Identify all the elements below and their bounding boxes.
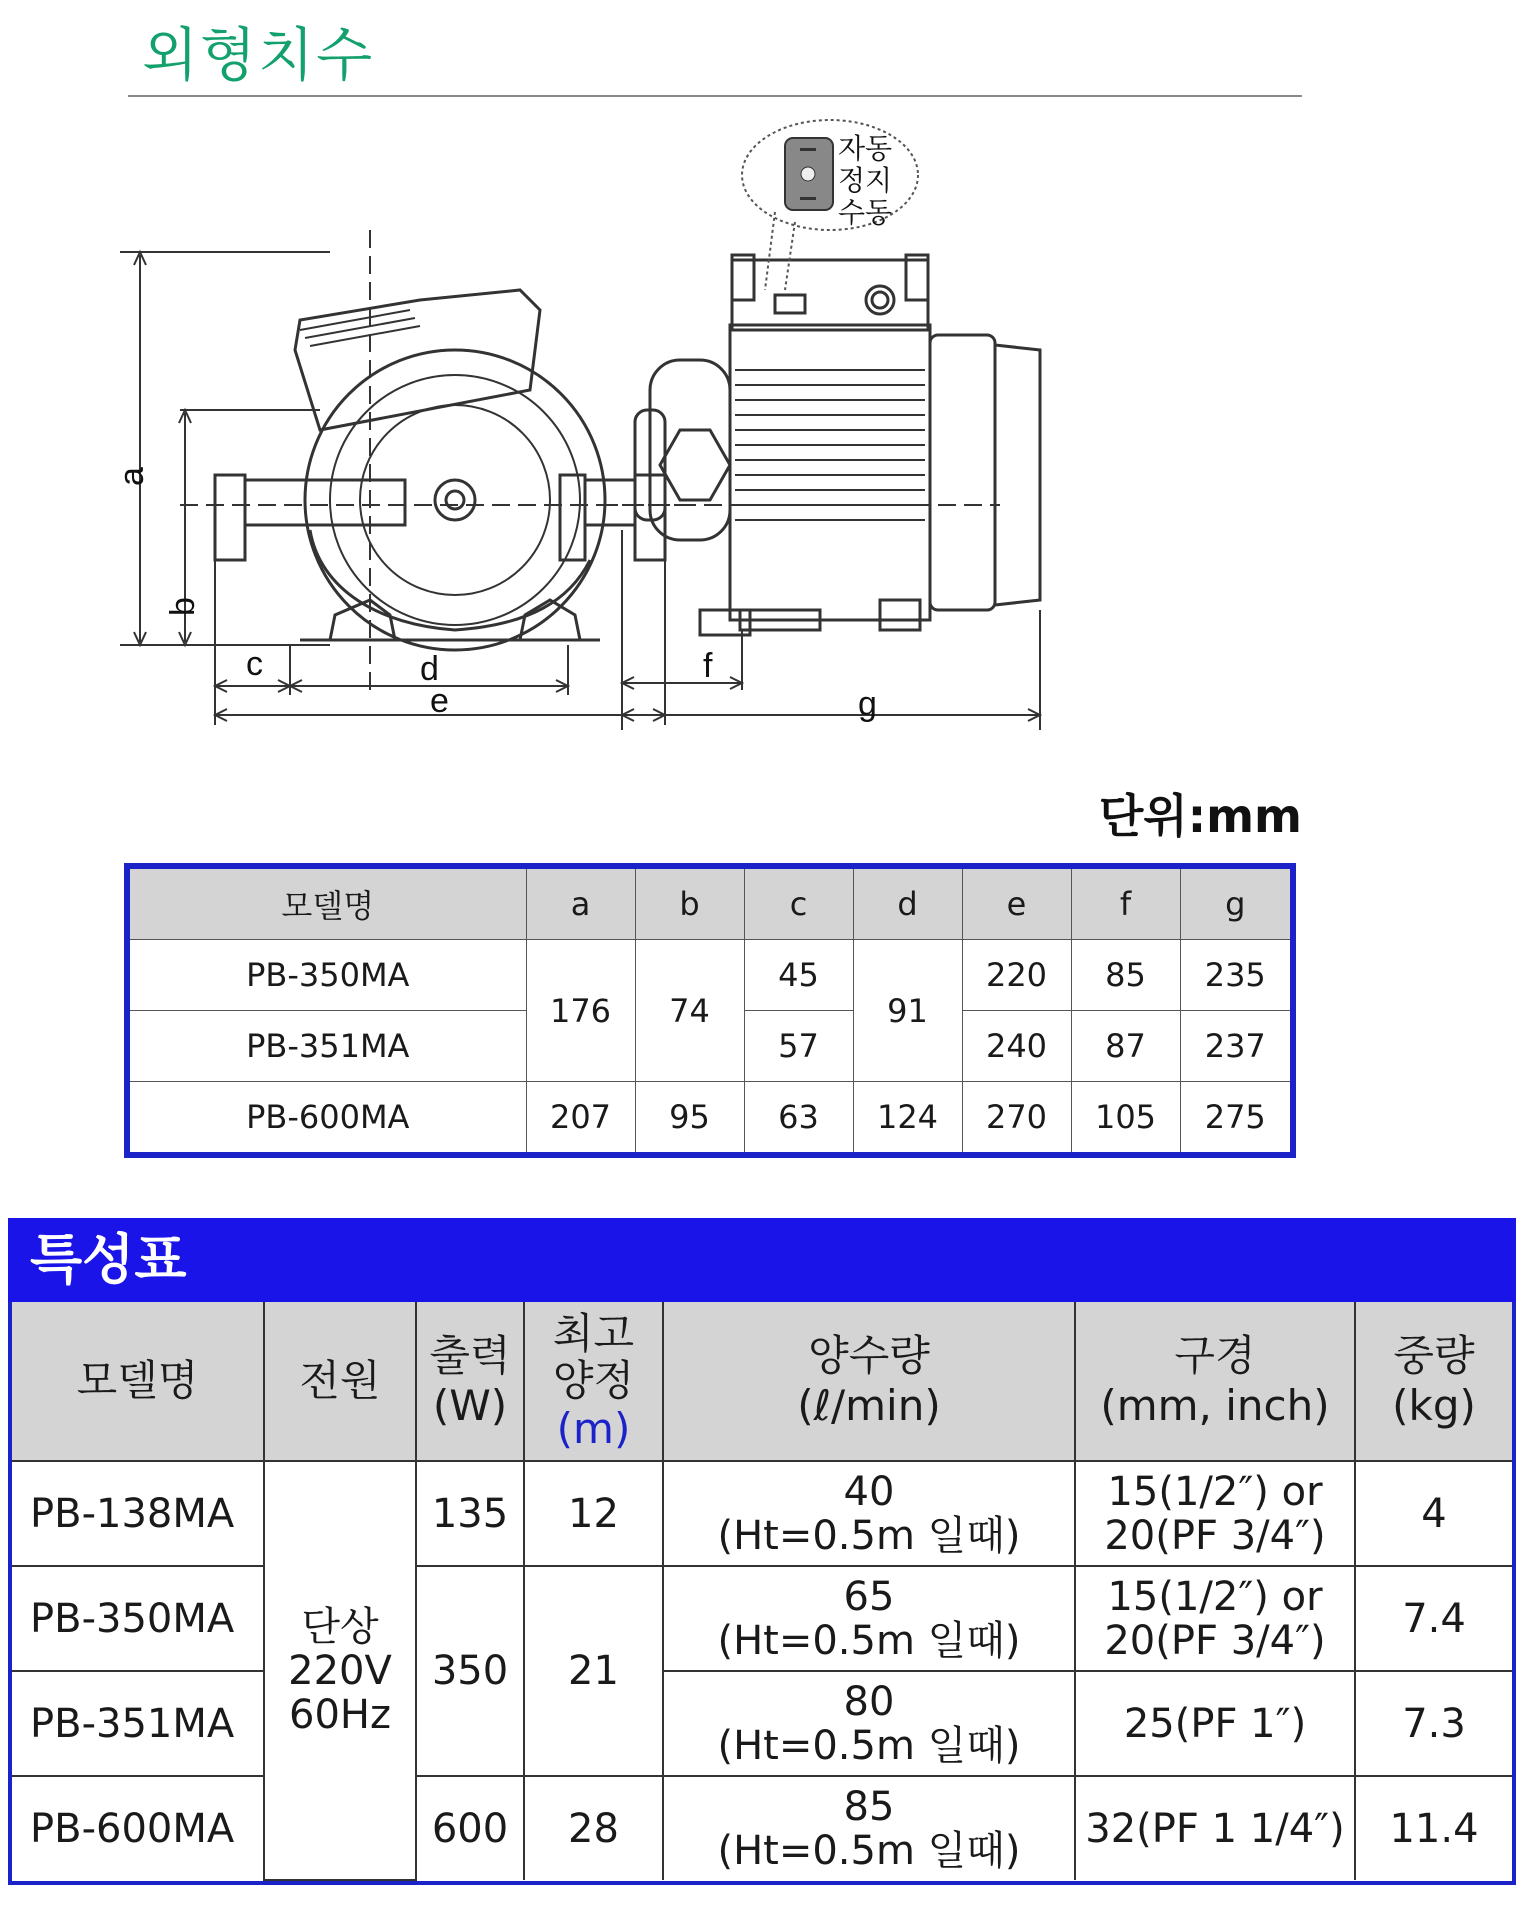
dim-c: 63 [744,1082,853,1153]
front-inlet-flange [215,475,245,560]
dim-g: 237 [1180,1011,1290,1082]
dim-d: 124 [853,1082,962,1153]
spec-bore: 32(PF 1 1/4″) [1075,1776,1355,1880]
spec-output: 350 [416,1566,524,1776]
dim-header-e: e [962,869,1071,940]
spec-flow [663,1461,1075,1566]
switch-label-stop: 정지 [838,164,893,197]
dim-model: PB-350MA [130,940,526,1011]
spec-header-output-line1: 출력 [429,1330,511,1380]
dimension-header-row [130,869,1290,940]
spec-weight: 7.4 [1355,1566,1512,1671]
dim-header-d: d [853,869,962,940]
spec-bore: 25(PF 1″) [1075,1671,1355,1776]
spec-flow [663,1671,1075,1776]
side-pump-head [650,360,730,540]
dim-label-f: f [703,647,713,685]
dim-f: 87 [1071,1011,1180,1082]
side-outlet-nut [660,430,730,500]
spec-model: PB-350MA [12,1566,264,1671]
dim-e: 220 [962,940,1071,1011]
spec-power [264,1461,416,1880]
spec-weight: 7.3 [1355,1671,1512,1776]
dim-f: 85 [1071,940,1180,1011]
spec-header-row [12,1302,1512,1461]
page-title: 외형치수 [142,21,375,89]
spec-header-model: 모델명 [12,1302,264,1461]
dim-model: PB-600MA [130,1082,526,1153]
table-row [12,1461,1512,1566]
dim-g: 235 [1180,940,1290,1011]
front-terminal-box [295,290,540,430]
dim-header-b: b [635,869,744,940]
spec-power-line2: 220V [288,1647,392,1694]
spec-flow-value: 85 [843,1783,895,1830]
dim-d: 91 [853,940,962,1082]
dim-header-a: a [526,869,635,940]
spec-bore-line2: 20(PF 3/4″) [1104,1617,1326,1664]
dim-f: 105 [1071,1082,1180,1153]
spec-header-head-line3: (m) [556,1403,631,1453]
spec-head: 28 [524,1776,663,1880]
spec-header-head-line2: 양정 [552,1356,635,1406]
table-row [130,940,1290,1011]
dim-c: 57 [744,1011,853,1082]
spec-power-line1: 단상 [301,1603,379,1650]
spec-flow-note: (Ht=0.5m 일때) [717,1512,1021,1559]
side-fan-cover [930,335,995,610]
dim-a: 207 [526,1082,635,1153]
spec-header-head [524,1302,663,1461]
spec-bore-line1: 15(1/2″) or [1107,1573,1323,1620]
spec-bore-line1: 15(1/2″) or [1107,1468,1323,1515]
dim-b: 95 [635,1082,744,1153]
dim-e: 240 [962,1011,1071,1082]
spec-header-flow-line1: 양수량 [808,1330,930,1380]
spec-flow [663,1776,1075,1880]
spec-header-bore-line1: 구경 [1174,1330,1256,1380]
spec-flow-value: 80 [843,1678,895,1725]
spec-model: PB-600MA [12,1776,264,1880]
spec-bore [1075,1461,1355,1566]
spec-head: 12 [524,1461,663,1566]
spec-model: PB-351MA [12,1671,264,1776]
dim-header-model: 모델명 [130,869,526,940]
spec-flow-value: 40 [843,1468,895,1515]
dim-label-d: d [420,650,439,688]
spec-header-weight-line2: (kg) [1392,1381,1476,1430]
dim-c: 45 [744,940,853,1011]
spec-model: PB-138MA [12,1461,264,1566]
dim-label-a: a [113,467,151,486]
spec-flow-note: (Ht=0.5m 일때) [717,1722,1021,1769]
dim-a: 176 [526,940,635,1082]
dim-label-e: e [430,682,449,720]
title-divider [128,95,1302,97]
spec-flow [663,1566,1075,1671]
spec-weight: 4 [1355,1461,1512,1566]
front-outlet-pipe [585,480,635,525]
front-shaft [435,480,475,520]
front-inlet-pipe [245,480,405,525]
dim-model: PB-351MA [130,1011,526,1082]
dim-header-f: f [1071,869,1180,940]
spec-table [8,1302,1516,1885]
spec-output: 135 [416,1461,524,1566]
dim-header-g: g [1180,869,1290,940]
side-switch [775,295,805,313]
spec-header-output [416,1302,524,1461]
dim-g: 275 [1180,1082,1290,1153]
spec-power-line3: 60Hz [289,1691,391,1738]
spec-header-head-line1: 최고 [552,1309,635,1359]
dim-e: 270 [962,1082,1071,1153]
switch-label-manual: 수동 [838,196,893,229]
spec-output: 600 [416,1776,524,1880]
side-terminal-box [732,260,928,330]
spec-header-bore-line2: (mm, inch) [1100,1381,1330,1430]
dim-label-g: g [858,685,877,723]
spec-header-weight-line1: 중량 [1393,1330,1475,1380]
spec-flow-note: (Ht=0.5m 일때) [717,1827,1021,1874]
switch-label-auto: 자동 [838,132,893,165]
spec-header-flow [663,1302,1075,1461]
dim-header-c: c [744,869,853,940]
spec-flow-value: 65 [843,1573,895,1620]
spec-header-output-line2: (W) [432,1381,508,1430]
table-row [130,1082,1290,1153]
table-row [12,1776,1512,1880]
table-row [12,1566,1512,1671]
spec-header-flow-line2: (ℓ/min) [797,1381,941,1430]
dim-b: 74 [635,940,744,1082]
spec-bore [1075,1566,1355,1671]
spec-weight: 11.4 [1355,1776,1512,1880]
table-row [12,1671,1512,1776]
spec-bore-line2: 20(PF 3/4″) [1104,1512,1326,1559]
dim-label-c: c [246,645,263,683]
spec-header-power: 전원 [264,1302,416,1461]
dimension-table [124,863,1296,1158]
spec-flow-note: (Ht=0.5m 일때) [717,1617,1021,1664]
pump-dimension-diagram [113,130,1270,760]
front-foot-right [520,600,580,640]
spec-head: 21 [524,1566,663,1776]
spec-header-bore [1075,1302,1355,1461]
unit-label: 단위:mm [1098,789,1302,843]
spec-header-weight [1355,1302,1512,1461]
dim-label-b: b [164,597,202,616]
spec-title: 특성표 [8,1218,1516,1302]
